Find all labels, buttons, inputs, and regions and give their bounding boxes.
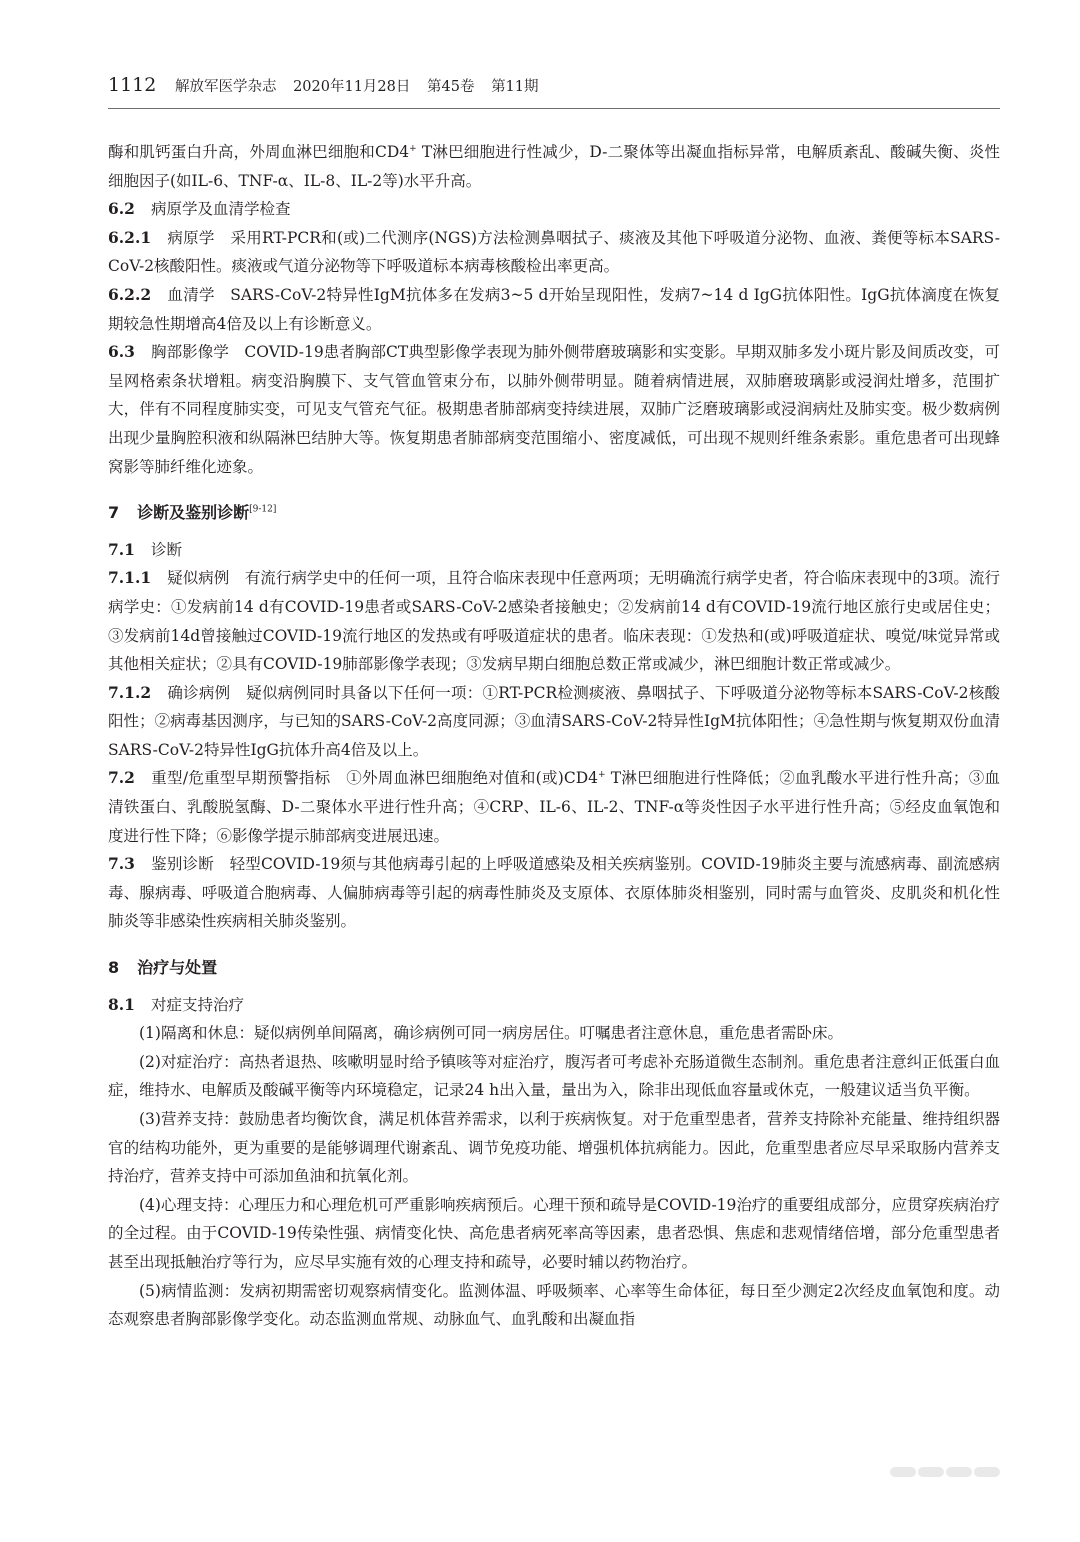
article-body: [108, 138, 1000, 1334]
treatment-item-nutrition: (3)营养支持：鼓励患者均衡饮食，满足机体营养需求，以利于疾病恢复。对于危重型患者，营养支持除补充能量、维持组织器官的结构功能外，更为重要的是能够调理代谢紊乱、调节免疫功能、增强机体抗病能力。因此，危重型患者应尽早采取肠内营养支持治疗，营养支持中可添加鱼油和抗氧化剂。: [108, 1110, 1000, 1186]
section-8-heading: 8 治疗与处置: [108, 958, 218, 978]
section-7-1-2: 7.1.2 确诊病例 疑似病例同时具备以下任何一项：①RT-PCR检测痰液、鼻咽拭子、下呼吸道分泌物等标本SARS-CoV-2核酸阳性；②病毒基因测序，与已知的SARS-CoV-2高度同源；③血清SARS-CoV-2特异性IgM抗体阳性；④急性期与恢复期双份血清SARS-CoV-2特异性IgG抗体升高4倍及以上。: [108, 682, 1000, 759]
section-7-2: 7.2 重型/危重型早期预警指标 ①外周血淋巴细胞绝对值和(或)CD4+ T淋巴细胞进行性降低；②血乳酸水平进行性升高；③血清铁蛋白、乳酸脱氢酶、D-二聚体水平进行性升高；④CRP、IL-6、IL-2、TNF-α等炎性因子水平进行性升高；⑤经皮血氧饱和度进行性下降；⑥影像学提示肺部病变进展迅速。: [108, 768, 1000, 845]
running-header: [108, 74, 988, 104]
reference-citation: [9-12]: [249, 504, 277, 515]
section-6-2-1: 6.2.1 病原学 采用RT-PCR和(或)二代测序(NGS)方法检测鼻咽拭子、痰液及其他下呼吸道分泌物、血液、粪便等标本SARS-CoV-2核酸阳性。痰液或气道分泌物等下呼吸道标本病毒核酸检出率更高。: [108, 227, 1000, 276]
section-6-2-2: 6.2.2 血清学 SARS-CoV-2特异性IgM抗体多在发病3~5 d开始呈现阳性，发病7~14 d IgG抗体阳性。IgG抗体滴度在恢复期较急性期增高4倍及以上有诊断意义。: [108, 284, 1000, 333]
publication-date: 2020年11月28日: [293, 79, 411, 95]
volume-number: 第45卷: [427, 79, 475, 95]
page-number: 1112: [108, 74, 157, 96]
section-6-3: 6.3 胸部影像学 COVID-19患者胸部CT典型影像学表现为肺外侧带磨玻璃影和实变影。早期双肺多发小斑片影及间质改变，可呈网格索条状增粗。病变沿胸膜下、支气管血管束分布，以肺外侧带明显。随着病情进展，双肺磨玻璃影或浸润灶增多，范围扩大，伴有不同程度肺实变，可见支气管充气征。极期患者肺部病变持续进展，双肺广泛磨玻璃影或浸润病灶及肺实变。极少数病例出现少量胸腔积液和纵隔淋巴结肿大等。恢复期患者肺部病变范围缩小、密度减低，可出现不规则纤维条索影。重危患者可出现蜂窝影等肺纤维化迹象。: [108, 342, 1000, 476]
issue-number: 第11期: [491, 79, 539, 95]
section-6-2-heading: 6.2 病原学及血清学检查: [108, 199, 291, 219]
journal-name: 解放军医学杂志: [174, 79, 277, 95]
section-7-1-heading: 7.1 诊断: [108, 539, 182, 559]
treatment-item-psychological: (4)心理支持：心理压力和心理危机可严重影响疾病预后。心理干预和疏导是COVID-19治疗的重要组成部分，应贯穿疾病治疗的全过程。由于COVID-19传染性强、病情变化快、高危患者病死率高等因素，患者恐惧、焦虑和悲观情绪倍增，部分危重型患者甚至出现抵触治疗等行为，应尽早实施有效的心理支持和疏导，必要时辅以药物治疗。: [108, 1195, 1000, 1271]
header-divider: [108, 108, 1000, 109]
treatment-item-isolation: (1)隔离和休息：疑似病例单间隔离，确诊病例可同一病房居住。叮嘱患者注意休息，重危患者需卧床。: [139, 1024, 843, 1043]
section-7-3: 7.3 鉴别诊断 轻型COVID-19须与其他病毒引起的上呼吸道感染及相关疾病鉴别。COVID-19肺炎主要与流感病毒、副流感病毒、腺病毒、呼吸道合胞病毒、人偏肺病毒等引起的病毒性肺炎及支原体、衣原体肺炎相鉴别，同时需与血管炎、皮肌炎和机化性肺炎等非感染性疾病相关肺炎鉴别。: [108, 854, 1000, 931]
watermark-mark: [890, 1462, 1030, 1488]
section-7-heading: 7 诊断及鉴别诊断[9-12]: [108, 503, 277, 523]
treatment-item-symptomatic: (2)对症治疗：高热者退热、咳嗽明显时给予镇咳等对症治疗，腹泻者可考虑补充肠道微生态制剂。重危患者注意纠正低蛋白血症，维持水、电解质及酸碱平衡等内环境稳定，记录24 h出入量，量出为入，除非出现低血容量或休克，一般建议适当负平衡。: [108, 1052, 1000, 1100]
section-7-1-1: 7.1.1 疑似病例 有流行病学史中的任何一项，且符合临床表现中任意两项；无明确流行病学史者，符合临床表现中的3项。流行病学史：①发病前14 d有COVID-19患者或SARS-CoV-2感染者接触史；②发病前14 d有COVID-19流行地区旅行史或居住史；③发病前14d曾接触过COVID-19流行地区的发热或有呼吸道症状的患者。临床表现：①发热和(或)呼吸道症状、嗅觉/味觉异常或其他相关症状；②具有COVID-19肺部影像学表现；③发病早期白细胞总数正常或减少，淋巴细胞计数正常或减少。: [108, 568, 1000, 674]
section-8-1-heading: 8.1 对症支持治疗: [108, 994, 244, 1014]
treatment-item-monitoring: (5)病情监测：发病初期需密切观察病情变化。监测体温、呼吸频率、心率等生命体征，每日至少测定2次经皮血氧饱和度。动态观察患者胸部影像学变化。动态监测血常规、动脉血气、血乳酸和出凝血指: [108, 1281, 1000, 1329]
continued-paragraph: 酶和肌钙蛋白升高，外周血淋巴细胞和CD4+ T淋巴细胞进行性减少，D-二聚体等出凝血指标异常，电解质紊乱、酸碱失衡、炎性细胞因子(如IL-6、TNF-α、IL-8、IL-2等)水平升高。: [108, 143, 1000, 190]
